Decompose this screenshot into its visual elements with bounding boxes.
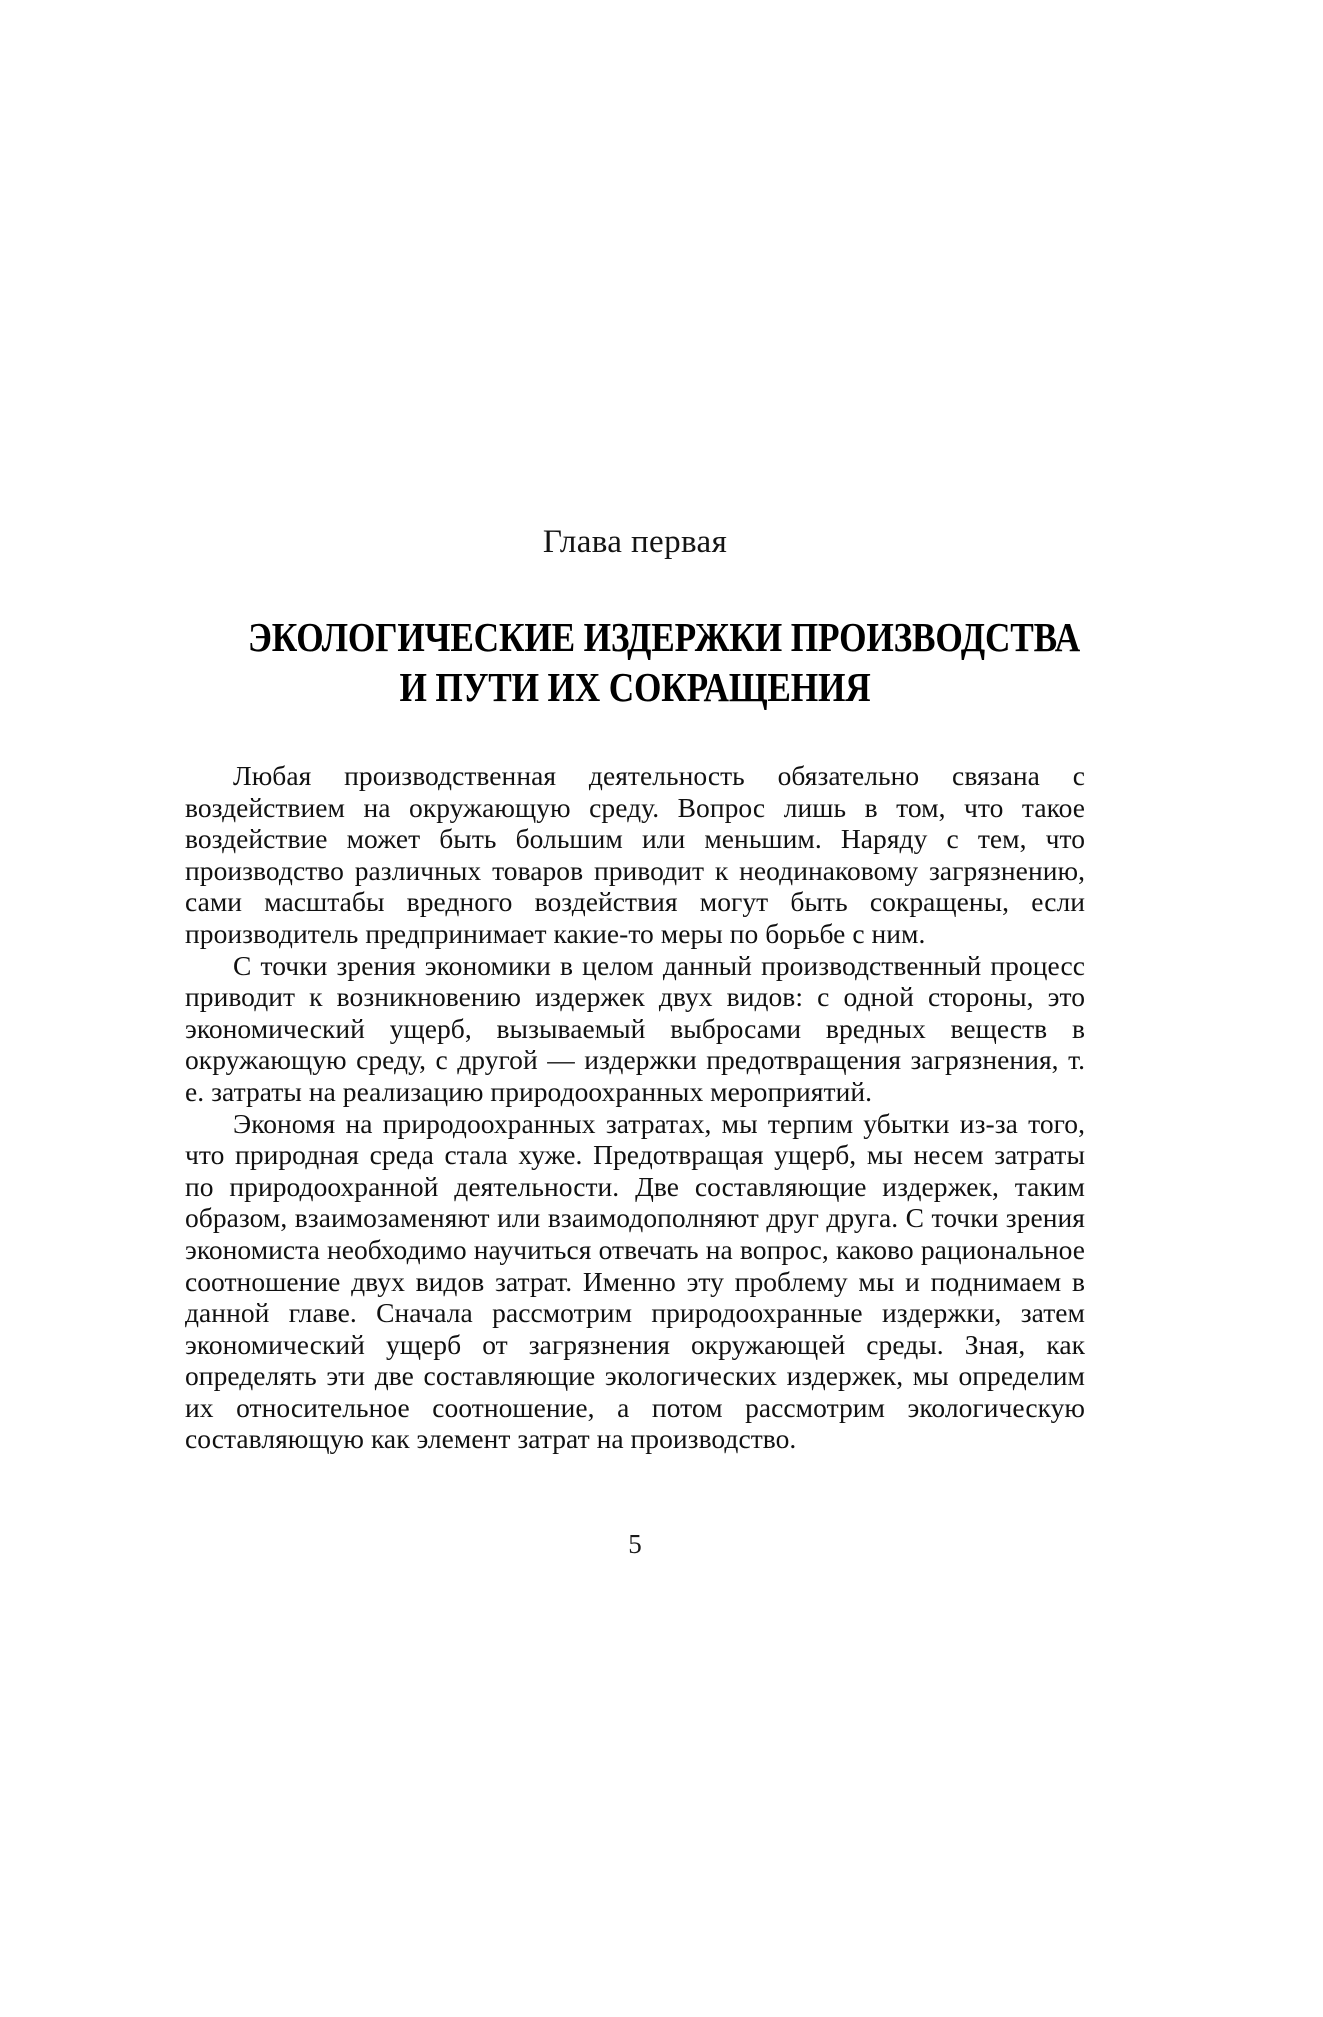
body-paragraph: Экономя на природоохранных затратах, мы терпим убытки из-за того, что природная среда стала хуже. Предотвращая ущерб, мы несем затраты по природоохранной деятельности. Две составляющие издержек, таким образом, взаимозаменяют или взаимодополняют друг друга. С точки зрения экономиста необходимо научиться отвечать на вопрос, каково рациональное соотношение двух видов затрат. Именно эту проблему мы и поднимаем в данной главе. Сначала рассмотрим природоохранные издержки, затем экономический ущерб от загрязнения окружающей среды. Зная, как определять эти две составляющие экологических издержек, мы определим их относительное соотношение, а потом рассмотрим экологическую составляющую как элемент затрат на производство. — [185, 1107, 1085, 1455]
chapter-label: Глава первая — [542, 524, 728, 560]
chapter-title — [185, 613, 1085, 711]
body-copy — [185, 760, 1085, 1455]
body-paragraph: С точки зрения экономики в целом данный производственный процесс приводит к возникновению издержек двух видов: с одной стороны, это экономический ущерб, вызываемый выбросами вредных веществ в окружающую среду, с другой — издержки предотвращения загрязнения, т. е. затраты на реализацию природоохранных мероприятий. — [185, 949, 1085, 1107]
chapter-title-line-2: И ПУТИ ИХ СОКРАЩЕНИЯ — [399, 664, 871, 711]
body-paragraph: Любая производственная деятельность обязательно связана с воздействием на окружающую среду. Вопрос лишь в том, что такое воздействие может быть большим или меньшим. Наряду с тем, что производство различных товаров приводит к неодинаковому загрязнению, сами масштабы вредного воздействия могут быть сокращены, если производитель предпринимает какие-то меры по борьбе с ним. — [185, 760, 1085, 949]
page-number: 5 — [628, 1529, 642, 1559]
chapter-title-line-1: ЭКОЛОГИЧЕСКИЕ ИЗДЕРЖКИ ПРОИЗВОДСТВА — [248, 614, 1081, 661]
